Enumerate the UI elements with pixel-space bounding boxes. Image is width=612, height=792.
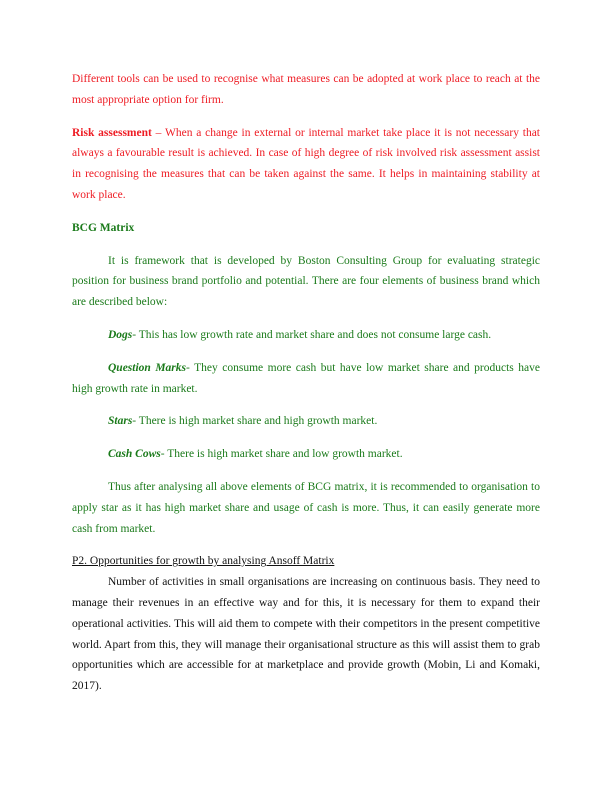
p2-heading-text: P2. Opportunities for growth by analysing Ansoff Matrix (72, 555, 335, 568)
bcg-heading: BCG Matrix (72, 221, 135, 234)
p2-heading (72, 551, 540, 572)
bcg-conclusion-paragraph: Thus after analysing all above elements of BCG matrix, it is recommended to organisation to apply star as it has high market share and usage of cash is more. Thus, it can easily generate more cash from market. (72, 480, 540, 535)
stars-text: - There is high market share and high growth market. (132, 415, 378, 428)
cash-cows-term: Cash Cows (108, 448, 161, 461)
p2-body-paragraph: Number of activities in small organisations are increasing on continuous basis. They need to manage their revenues in an effective way and for this, it is necessary for them to expand their operational activities. This will aid them to compete with their competitors in the present competitive world. Apart from this, they will manage their organisational structure as this will assist them to grab opportunities which are accessible for at marketplace and provide growth (Mobin, Li and Komaki, 2017). (72, 576, 540, 693)
intro-paragraph: Different tools can be used to recognise what measures can be adopted at work place to reach at the most appropriate option for firm. (72, 73, 540, 106)
dogs-term: Dogs (108, 328, 133, 341)
risk-assessment-text: – When a change in external or internal market take place it is not necessary that always a favourable result is achieved. In case of high degree of risk involved risk assessment assist in recognising the measures that can be taken against the same. It helps in maintaining stability at work place. (72, 126, 540, 201)
question-marks-term: Question Marks (108, 361, 186, 374)
dogs-text: - This has low growth rate and market share and does not consume large cash. (132, 328, 492, 341)
question-marks-item (72, 358, 540, 400)
risk-assessment-paragraph (72, 123, 540, 206)
risk-assessment-term: Risk assessment (72, 126, 152, 139)
dogs-item (72, 325, 540, 346)
bcg-intro-paragraph: It is framework that is developed by Boston Consulting Group for evaluating strategic position for business brand portfolio and potential. There are four elements of business brand which are described below: (72, 254, 540, 309)
stars-item (72, 411, 540, 432)
stars-term: Stars (108, 415, 133, 428)
question-marks-text: - They consume more cash but have low market share and products have high growth rate in market. (72, 361, 540, 395)
cash-cows-item (72, 444, 540, 465)
cash-cows-text: - There is high market share and low growth market. (160, 448, 403, 461)
